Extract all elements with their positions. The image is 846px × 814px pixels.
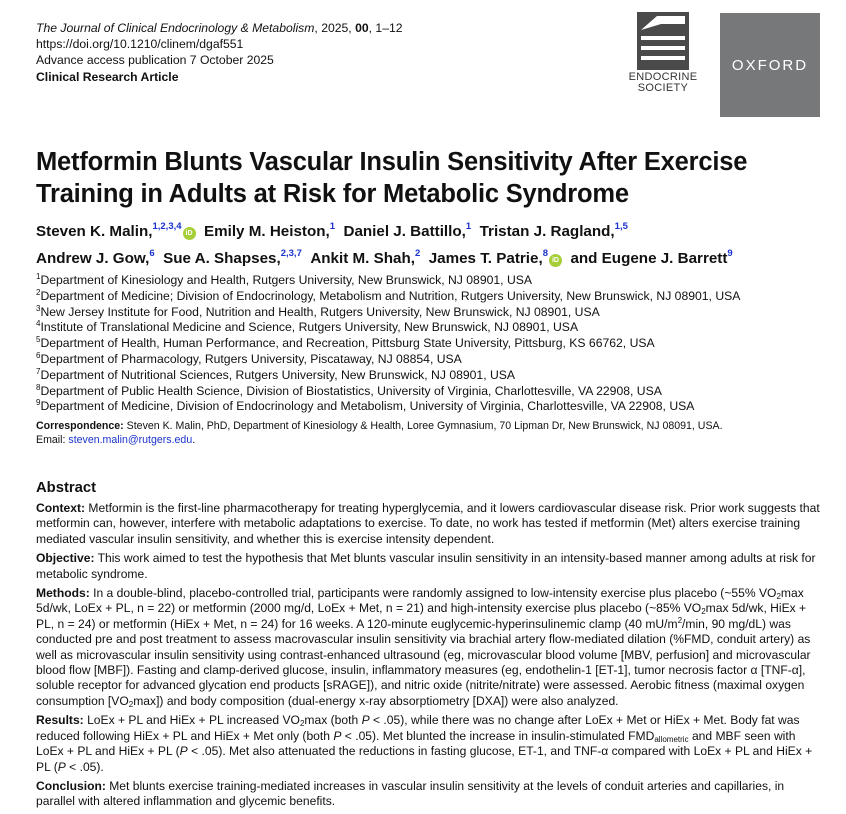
affiliation-item: $^5$Department of Health, Human Performance, and Recreation, Pittsburg State University, Pittsburg, KS 66762, USA [36, 335, 655, 351]
affiliation-item: $^2$Department of Medicine; Division of Endocrinology, Metabolism and Nutrition, Rutgers University, New Brunswick, NJ 08901, USA [36, 287, 741, 303]
author-name[interactable]: Andrew J. Gow, [36, 250, 150, 267]
journal-name: The Journal of Clinical Endocrinology & Metabolism [36, 21, 315, 35]
affiliation-item: $^7$Department of Nutritional Sciences, Rutgers University, New Brunswick, NJ 08901, USA [36, 366, 516, 382]
abstract-context: Context: Metformin is the first-line pharmacotherapy for treating hyperglycemia, and it lowers cardiovascular disease risk. Prior work suggests that metformin can, however, interfere with metabolic adaptations to exercise. To date, no work has tested if metformin (Met) alters exercise training mediated vascular insulin sensitivity, and whether this is exercise intensity dependent. [36, 501, 820, 546]
affiliation-item: $^1$Department of Kinesiology and Health, Rutgers University, New Brunswick, NJ 08901, USA [36, 272, 533, 287]
abstract-conclusion: Conclusion: Met blunts exercise training-mediated increases in vascular insulin sensitivity at the levels of conduit arteries and capillaries, in parallel with altered inflammation and glycemic benefits. [36, 778, 785, 809]
doi-link[interactable]: https://doi.org/10.1210/clinem/dgaf551 [36, 37, 244, 52]
abstract-heading: Abstract [36, 480, 97, 496]
affiliation-item: $^9$Department of Medicine, Division of Endocrinology and Metabolism, University of Virginia, Charlottesville, VA 22908, USA [36, 398, 695, 414]
endocrine-society-mark-icon [637, 12, 689, 70]
correspondence: Correspondence: Steven K. Malin, PhD, Department of Kinesiology & Health, Loree Gymnasium, 70 Lipman Dr, New Brunswick, NJ 08091, USA. Email: steven.malin@rutgers.edu. [36, 420, 723, 447]
author-list [36, 218, 836, 272]
correspondence-text: Steven K. Malin, PhD, Department of Kinesiology & Health, Loree Gymnasium, 70 Lipman Dr, New Brunswick, NJ 08091, USA. [123, 420, 723, 432]
author-line-1: Steven K. Malin,$^{1,2,3,4}$iD Emily M. Heiston,$^1$ Daniel J. Battillo,$^1$ Tristan J. Ragland,$^{1,5}$ [36, 221, 628, 240]
author-name[interactable]: and Eugene J. Barrett [570, 250, 728, 267]
oxford-logo: OXFORD [720, 13, 820, 117]
email-link[interactable]: steven.malin@rutgers.edu [68, 434, 193, 447]
correspondence-label: Correspondence: [36, 420, 124, 432]
article-title: Metformin Blunts Vascular Insulin Sensitivity After Exercise Training in Adults at Risk for Metabolic Syndrome [36, 148, 748, 208]
author-name[interactable]: Steven K. Malin, [36, 223, 153, 240]
author-name[interactable]: Emily M. Heiston, [203, 223, 330, 240]
abstract-results: Results: LoEx + PL and HiEx + PL increased $VO_2\max$ (both P < .05), while there was no change after LoEx + Met or HiEx + Met. Body fat was reduced following HiEx + PL and HiEx + Met only (both P < .05). Met blunted the increase in insulin-stimulated $FMD_{allometric}$ and MBF seen with LoEx + PL and HiEx + PL (P < .05). Met also attenuated the reductions in fasting glucose, ET-1, and TNF-α compared with LoEx + PL and HiEx + PL (P < .05). [36, 713, 813, 774]
affiliation-item: $^6$Department of Pharmacology, Rutgers University, Piscataway, NJ 08854, USA [36, 350, 462, 366]
abstract-methods: Methods: In a double-blind, placebo-controlled trial, participants were randomly assigned to low-intensity exercise plus placebo (~55% $VO_2\max$ 5d/wk, LoEx + PL, n = 22) or metformin (2000 mg/d, LoEx + Met, n = 21) and high-intensity exercise plus placebo (~85% $VO_2\max$ 5d/wk, HiEx + PL, n = 24) or metformin (HiEx + Met, n = 24) for 16 weeks. A 120-minute euglycemic-hyperinsulinemic clamp (40 $mU/m^2/\min$, 90 mg/dL) was conducted pre and post treatment to assess macrovascular insulin sensitivity via brachial artery flow-mediated dilation (%FMD, conduit artery) as well as microvascular insulin sensitivity using contrast-enhanced ultrasound (eg, microvascular blood volume [MBV, perfusion] and microvascular blood flow [MBF]). Fasting and clamp-derived glucose, insulin, inflammatory measures (eg, endothelin-1 [ET-1], tumor necrosis factor α [TNF-α], soluble receptor for advanced glycation end products [sRAGE]), and nitric oxide (nitrite/nitrate) were assessed. Aerobic fitness (maximal oxygen consumption $[VO_2\max]$) and body composition (dual-energy x-ray absorptiometry [DXA]) were also analyzed. [36, 586, 811, 709]
orcid-icon[interactable]: iD [549, 254, 562, 267]
abstract-objective: Objective: This work aimed to test the hypothesis that Met blunts vascular insulin sensitivity in an intensity-based manner among adults at risk for metabolic syndrome. [36, 551, 816, 581]
author-name[interactable]: Tristan J. Ragland, [479, 223, 615, 240]
author-name[interactable]: Sue A. Shapses, [163, 250, 281, 267]
affiliation-item: $^8$Department of Public Health Science, Division of Biostatistics, University of Virginia, Charlottesville, VA 22908, USA [36, 382, 662, 398]
author-line-2: Andrew J. Gow,$^6$ Sue A. Shapses,$^{2,3,7}$ Ankit M. Shah,$^2$ James T. Patrie,$^8$iD and Eugene J. Barrett$^9$ [36, 248, 733, 267]
author-name[interactable]: James T. Patrie, [428, 250, 543, 267]
endocrine-society-text: ENDOCRINE SOCIETY [628, 71, 698, 94]
orcid-icon[interactable]: iD [183, 227, 196, 240]
affiliation-item: $^3$New Jersey Institute for Food, Nutrition and Health, Rutgers University, New Brunswick, NJ 08901, USA [36, 303, 600, 319]
affiliation-list [36, 273, 740, 415]
journal-citation: The Journal of Clinical Endocrinology & Metabolism, 2025, 00, 1–12 [36, 21, 403, 35]
endocrine-society-logo [622, 12, 704, 97]
author-name[interactable]: Ankit M. Shah, [310, 250, 415, 267]
access-date: Advance access publication 7 October 2025 [36, 53, 274, 68]
article-type: Clinical Research Article [36, 69, 179, 84]
author-name[interactable]: Daniel J. Battillo, [343, 223, 466, 240]
affiliation-item: $^4$Institute of Translational Medicine and Science, Rutgers University, New Brunswick, NJ 08901, USA [36, 319, 579, 335]
journal-header [36, 20, 403, 85]
abstract-body [36, 501, 822, 814]
